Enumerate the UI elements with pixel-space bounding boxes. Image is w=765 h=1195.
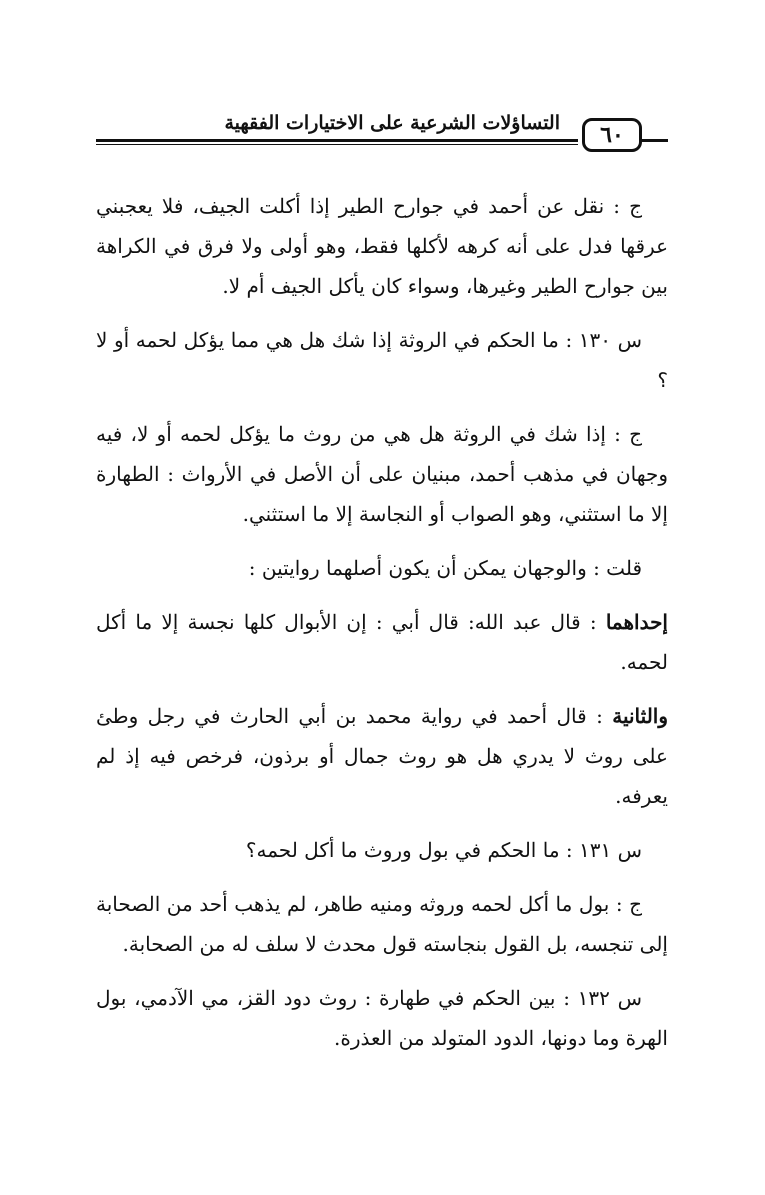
answer-130: ج : إذا شك في الروثة هل هي من روث ما يؤكل لحمه أو لا، فيه وجهان في مذهب أحمد، مبنيان على أن الأصل في الأرواث : الطهارة إلا ما استثني، وهو الصواب أو النجاسة إلا ما استثني.: [96, 422, 668, 526]
answer-paragraph: ج : نقل عن أحمد في جوارح الطير إذا أكلت الجيف، فلا يعجبني عرقها فدل على أنه كرهه لأكلها فقط، وهو أولى ولا فرق في الكراهة بين جوارح الطير وغيرها، وسواء كان يأكل الجيف أم لا.: [96, 194, 668, 298]
narration-first-lead: إحداهما: [605, 610, 668, 634]
page-body: [96, 186, 668, 1072]
page-number: ٦٠: [582, 118, 642, 152]
header-rule-thin: [96, 144, 578, 145]
question-131: س ١٣١ : ما الحكم في بول وروث ما أكل لحمه؟: [245, 838, 642, 862]
header-rule-tail: [642, 139, 668, 142]
question-132: س ١٣٢ : بين الحكم في طهارة : روث دود القز، مي الآدمي، بول الهرة وما دونها، الدود المتولد من العذرة.: [96, 986, 668, 1050]
answer-131: ج : بول ما أكل لحمه وروثه ومنيه طاهر، لم يذهب أحد من الصحابة إلى تنجسه، بل القول بنجاسته قول محدث لا سلف له من الصحابة.: [96, 892, 668, 956]
narration-second: والثانية : قال أحمد في رواية محمد بن أبي الحارث في رجل وطئ على روث لا يدري هل هو روث جمال أو برذون، فرخص فيه إذ لم يعرفه.: [96, 704, 668, 808]
header-rule-thick: [96, 139, 578, 142]
note-paragraph: قلت : والوجهان يمكن أن يكون أصلهما روايتين :: [248, 556, 642, 580]
page-header: [96, 108, 668, 158]
narration-second-lead: والثانية: [612, 704, 668, 728]
book-title: التساؤلات الشرعية على الاختيارات الفقهية: [224, 112, 560, 134]
question-130: س ١٣٠ : ما الحكم في الروثة إذا شك هل هي مما يؤكل لحمه أو لا ؟: [96, 328, 668, 392]
narration-first: إحداهما : قال عبد الله: قال أبي : إن الأبوال كلها نجسة إلا ما أكل لحمه.: [96, 610, 668, 674]
